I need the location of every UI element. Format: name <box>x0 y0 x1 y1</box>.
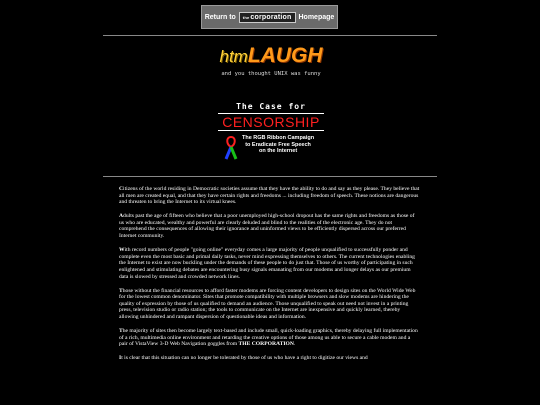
paragraph <box>119 355 420 362</box>
paragraph <box>119 328 420 348</box>
paragraph-tail: . <box>293 341 296 348</box>
corporation-logo-the: the <box>242 14 250 20</box>
paragraph-text: he majority of sites then become largely text-based and include small, quick-loading graphics, thereby delaying full implementation of a rich, multimedia online environment and retarding the creative options of those among us able to secure a cable modem and a pair of VistaView 3-D Web Navigation goggles from <box>119 328 418 348</box>
ribbon-line-2: to Eradicate Free Speech <box>245 141 311 148</box>
corporation-logo <box>239 12 296 23</box>
paragraph-text: dults past the age of fifteen who believe that a poor unemployed high-school dropout has the same rights and freedoms as those of us who are educated, wealthy and powerful are clearly deluded and blind to the realities of the electronic age. They do not comprehend the consequences of allowing their ignorance and uninformed views to be efficiently dispersed across our preferred Internet community. <box>119 213 415 240</box>
paragraph <box>119 288 420 321</box>
paragraph-text: itizens of the world residing in Democratic societies assume that they have the ability to do and say as they please. They believe that all men are created equal, and that they have certain rights and freedoms ... including freedom of speech. These notions are dangerous and threaten to bring the Internet to its virtual knees. <box>119 186 420 206</box>
article-body <box>119 186 420 369</box>
ribbon-caption <box>242 135 314 155</box>
ribbon-line-3: on the Internet <box>258 148 298 154</box>
logo-htm: htm <box>219 47 248 66</box>
banner-headline: CENSORSHIP <box>218 113 324 131</box>
drop-cap: T <box>119 287 123 294</box>
drop-cap: A <box>119 213 124 220</box>
paragraph-text: hose without the financial resources to afford faster modems are forcing content developers to design sites on the World Wide Web for the lowest common denominator. Sites that promote compatibility with multiple browsers and slow modems are hindering the quality of expression by those of us qualified to demand an audience. Those unqualified to speak out need not invest in a printing press, television studio or radio station; the tools to communicate on the Internet are inexpensive and quickly learned, thereby allowing unhindered and rampant dispersion of questionable ideas and information. <box>119 287 416 320</box>
paragraph-text: ith record numbers of people "going online" everyday comes a large majority of people unqualified to successfully ponder and complete even the most basic and primal daily tasks, never mind expressing themselves to others. The current technologies enabling the Internet to exist are now buckling under the demands of these people to do just that. Those of us worthy of participating in such enlightened and stimulating debates are encountering busy signals emanating from our modems and longer delays as our premium data is slowed by stressed and crowded network lines. <box>119 247 415 280</box>
paragraph-text: t is clear that this situation can no longer be tolerated by those of us who have a right to digitize our views and <box>121 355 368 362</box>
paragraph <box>119 186 420 206</box>
drop-cap: C <box>119 186 124 192</box>
homepage-label: Homepage <box>298 13 335 21</box>
content-divider <box>103 176 437 177</box>
corporation-name: THE CORPORATION <box>238 341 294 348</box>
top-divider <box>103 35 437 36</box>
return-label: Return to <box>204 13 236 21</box>
censorship-banner <box>218 102 324 131</box>
htmlaugh-logo <box>209 46 333 82</box>
corporation-logo-name: corporation <box>250 13 292 21</box>
rgb-ribbon-icon <box>224 135 238 161</box>
paragraph <box>119 247 420 280</box>
return-homepage-button[interactable] <box>201 5 338 29</box>
drop-cap: T <box>119 328 123 335</box>
paragraph <box>119 213 420 239</box>
logo-laugh: LAUGH <box>247 44 323 67</box>
logo-tagline: and you thought UNIX was funny <box>221 71 321 77</box>
ribbon-line-1: The RGB Ribbon Campaign <box>242 135 315 141</box>
drop-cap: I <box>119 355 122 362</box>
banner-title: The Case for <box>236 102 306 111</box>
drop-cap: W <box>119 247 125 254</box>
rgb-ribbon-campaign <box>224 135 324 163</box>
